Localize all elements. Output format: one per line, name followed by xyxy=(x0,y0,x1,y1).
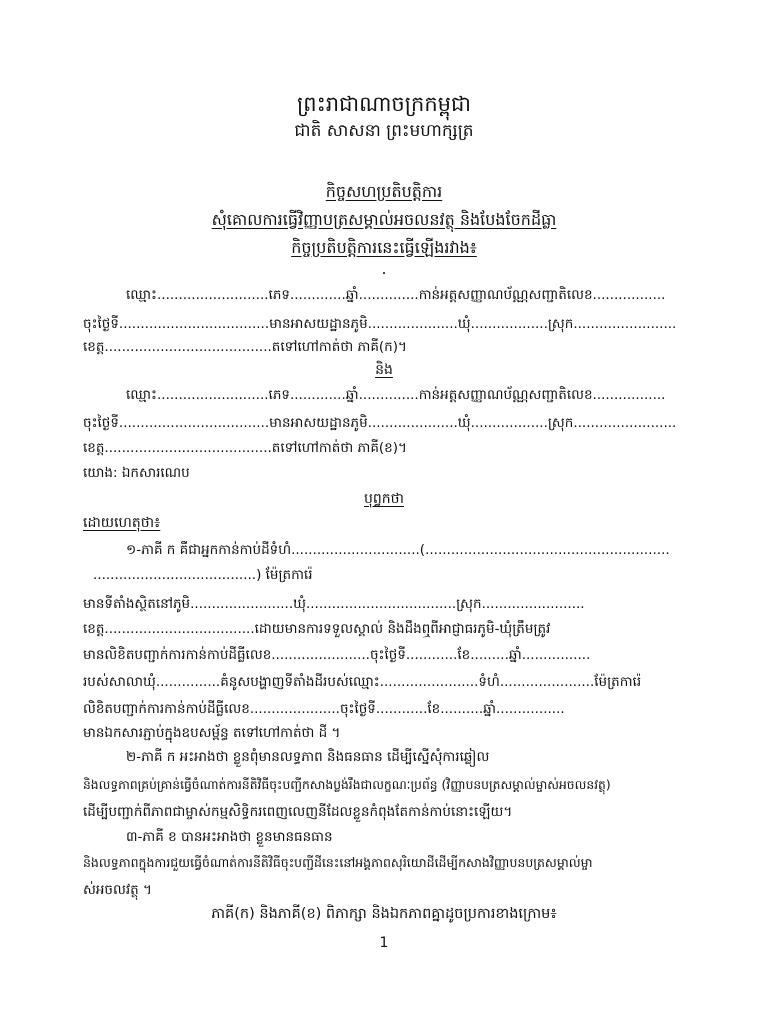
clause-1-line-8: មានឯកសារភ្ជាប់ក្នុងឧបសម្ព័ន្ធ តទៅហៅកាត់ថា ដី ។ xyxy=(83,725,341,741)
clause-1-line-4: ខេត្ត...................................ដោយមានការទទួលស្គាល់ និងដឹងឮពីអាជ្ញាធរភូមិ-ឃុំត្រឹមត្រូវ xyxy=(83,621,551,637)
clause-3-line-2: និងលទ្ធភាពក្នុងការជួយធ្វើចំណាត់ការនីតិវិធីចុះបញ្ជីដីនេះនៅអង្គភាពសុរិយោដីដើម្បីកសាងវិញ្ញាបនបត្រសម្គាល់ម្ចា xyxy=(83,855,593,870)
party-b-province-line: ខេត្ត.......................................តទៅហៅកាត់ថា ភាគី(ខ)។ xyxy=(83,440,407,456)
national-motto: ជាតិ សាសនា ព្រះមហាក្សត្រ xyxy=(294,121,474,141)
clause-3-line-1: ៣-ភាគី ខ បានអះអាងថា ខ្លួនមានធនធាន xyxy=(126,829,333,845)
clause-1-line-5: មានលិខិតបញ្ជាក់ការកាន់កាប់ដីធ្លីលេខ.......................ចុះថ្ងៃទី............ខែ.........ឆ្នាំ................ xyxy=(83,647,591,663)
clause-3-line-3: ស់អចលវត្ថុ ។ xyxy=(83,882,152,898)
clause-1-line-6: របស់សាលាឃុំ...............គំនូសបង្ហាញទីតាំងដីរបស់ឈ្មោះ.......................ទំហំ......................ម៉ែត្រការ៉េ xyxy=(83,674,642,690)
agreement-between-label: កិច្ចប្រតិបត្តិការនេះធ្វើឡើងរវាង៖ xyxy=(291,238,477,257)
and-label: និង xyxy=(375,362,393,378)
clause-1-line-2: ......................................) ម៉ែត្រការ៉េ xyxy=(93,567,313,583)
party-a-name-line: ឈ្មោះ..........................ភេទ.............ឆ្នាំ..............កាន់អត្តសញ្ញាណប័ណ្ណសញ្ជាតិលេខ................. xyxy=(126,287,666,303)
clause-2-line-3: ដើម្បីបញ្ជាក់ពីភាពជាម្ចាស់កម្មសិទ្ធិករពេញលេញនីដែលខ្លួនកំពុងតែកាន់កាប់នោះឡើយ។ xyxy=(83,804,513,820)
clause-2-line-2: និងលទ្ធភាពគ្រប់គ្រាន់ធ្វើចំណាត់ការនីតិវិធីចុះបញ្ជីកសាងប្លង់រឹងជាលក្ខណៈប្រព័ន្ធ (វិញ្ញាបនបត្រសម្គាល់ម្ចាស់អចលនវត្ថុ) xyxy=(83,778,611,792)
agreement-title: កិច្ចសហប្រតិបត្តិការ xyxy=(325,182,443,201)
clause-1-line-7: លិខិតបញ្ជាក់ការកាន់កាប់ដីធ្លីលេខ.....................ចុះថ្ងៃទី............ខែ..........ឆ្នាំ................ xyxy=(83,701,565,717)
reference-line: យោង: ឯកសារណេប xyxy=(83,465,190,481)
separator-dot xyxy=(383,272,385,274)
page-number: 1 xyxy=(379,935,389,951)
party-a-province-line: ខេត្ត.......................................តទៅហៅកាត់ថា ភាគី(ក)។ xyxy=(83,339,407,355)
agreement-subject: សុំគោលការធ្វើវិញ្ញាបត្រសម្គាល់អចលនវត្ថុ និងបែងចែកដីធ្លា xyxy=(211,210,557,229)
kingdom-heading: ព្រះរាជាណាចក្រកម្ពុជា xyxy=(296,92,471,116)
party-b-address-line: ចុះថ្ងៃទី...................................មានអាសយដ្ឋានភូមិ.....................ឃុំ..................ស្រុក........................ xyxy=(83,415,677,431)
preamble-title: បុព្វកថា xyxy=(364,491,404,507)
whereas-label: ដោយហេតុថា៖ xyxy=(83,515,161,531)
clause-1-line-3: មានទីតាំងស្ថិតនៅភូមិ........................ឃុំ...................................ស្រុក........................ xyxy=(83,596,585,612)
party-a-address-line: ចុះថ្ងៃទី...................................មានអាសយដ្ឋានភូមិ.....................ឃុំ..................ស្រុក........................ xyxy=(83,316,677,332)
discussion-statement: ភាគី(ក) និងភាគី(ខ) ពិភាក្សា និងឯកភាពគ្នាដូចប្រការខាងក្រោម៖ xyxy=(211,906,557,922)
clause-2-line-1: ២-ភាគី ក អះអាងថា ខ្លួនពុំមានលទ្ធភាព និងធនធាន ដើម្បីស្នើសុំការឆ្លៀល xyxy=(126,749,490,765)
clause-1-line-1: ១-ភាគី ក គឺជាអ្នកកាន់កាប់ដីទំហំ..............................(......................................................... xyxy=(126,542,670,558)
party-b-name-line: ឈ្មោះ..........................ភេទ.............ឆ្នាំ..............កាន់អត្តសញ្ញាណប័ណ្ណសញ្ជាតិលេខ................. xyxy=(126,387,666,403)
